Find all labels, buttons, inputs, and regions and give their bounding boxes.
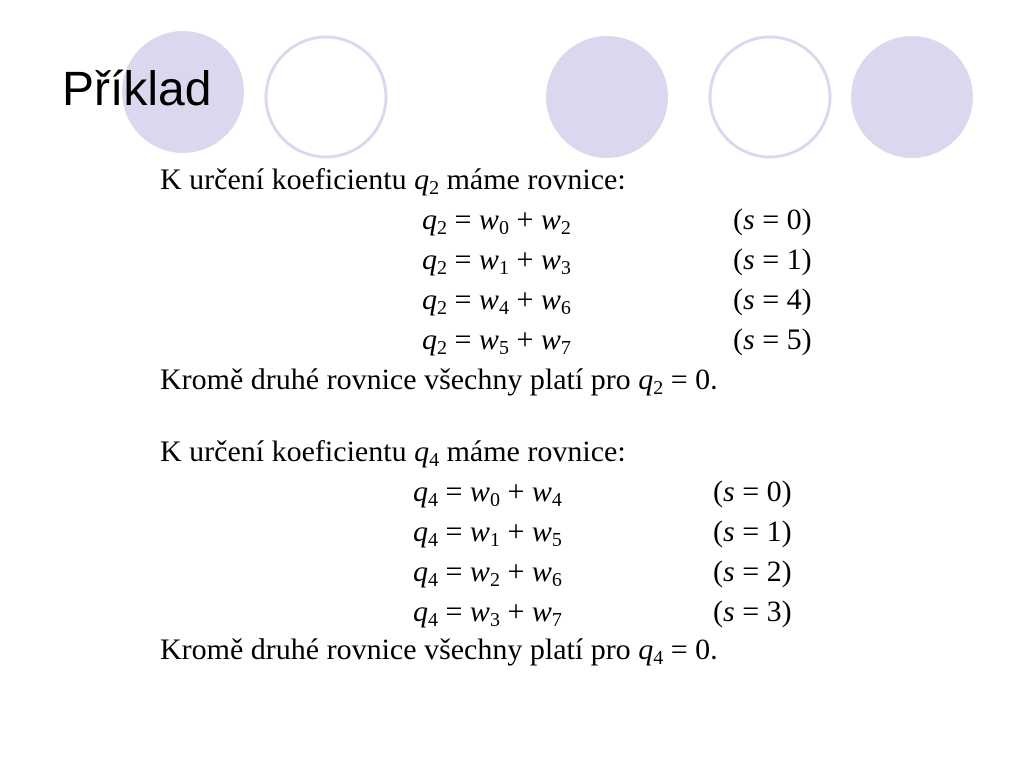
circle-filled-2 bbox=[546, 36, 668, 158]
condition-q2-1: (s = 0) bbox=[733, 203, 812, 236]
condition-q4-3: (s = 2) bbox=[713, 555, 792, 588]
condition-q2-4: (s = 5) bbox=[733, 323, 812, 356]
equation-q4-4: $q_4 = w_3 + w_7$ bbox=[413, 595, 562, 631]
circle-outline-1 bbox=[266, 37, 386, 157]
section-q4-note: Kromě druhé rovnice všechny platí pro $q_4 = 0$. bbox=[160, 633, 718, 669]
condition-q2-3: (s = 4) bbox=[733, 283, 812, 316]
circle-outline-2 bbox=[710, 37, 830, 157]
slide-title: Příklad bbox=[62, 63, 212, 116]
equation-q4-1: $q_4 = w_0 + w_4$ bbox=[413, 475, 562, 511]
circle-filled-3 bbox=[851, 36, 973, 158]
condition-q4-1: (s = 0) bbox=[713, 475, 792, 508]
condition-q4-4: (s = 3) bbox=[713, 595, 792, 628]
condition-q2-2: (s = 1) bbox=[733, 243, 812, 276]
equation-q2-3: $q_2 = w_4 + w_6$ bbox=[422, 283, 571, 319]
equation-q4-2: $q_4 = w_1 + w_5$ bbox=[413, 515, 562, 551]
section-q4-intro: K určení koeficientu $q_4$ máme rovnice: bbox=[160, 435, 626, 471]
equation-q2-4: $q_2 = w_5 + w_7$ bbox=[422, 323, 571, 359]
section-q2-intro: K určení koeficientu $q_2$ máme rovnice: bbox=[160, 163, 626, 199]
equation-q2-1: $q_2 = w_0 + w_2$ bbox=[422, 203, 571, 239]
section-q2-note: Kromě druhé rovnice všechny platí pro $q_2 = 0$. bbox=[160, 363, 718, 399]
equation-q4-3: $q_4 = w_2 + w_6$ bbox=[413, 555, 562, 591]
equation-q2-2: $q_2 = w_1 + w_3$ bbox=[422, 243, 571, 279]
condition-q4-2: (s = 1) bbox=[713, 515, 792, 548]
